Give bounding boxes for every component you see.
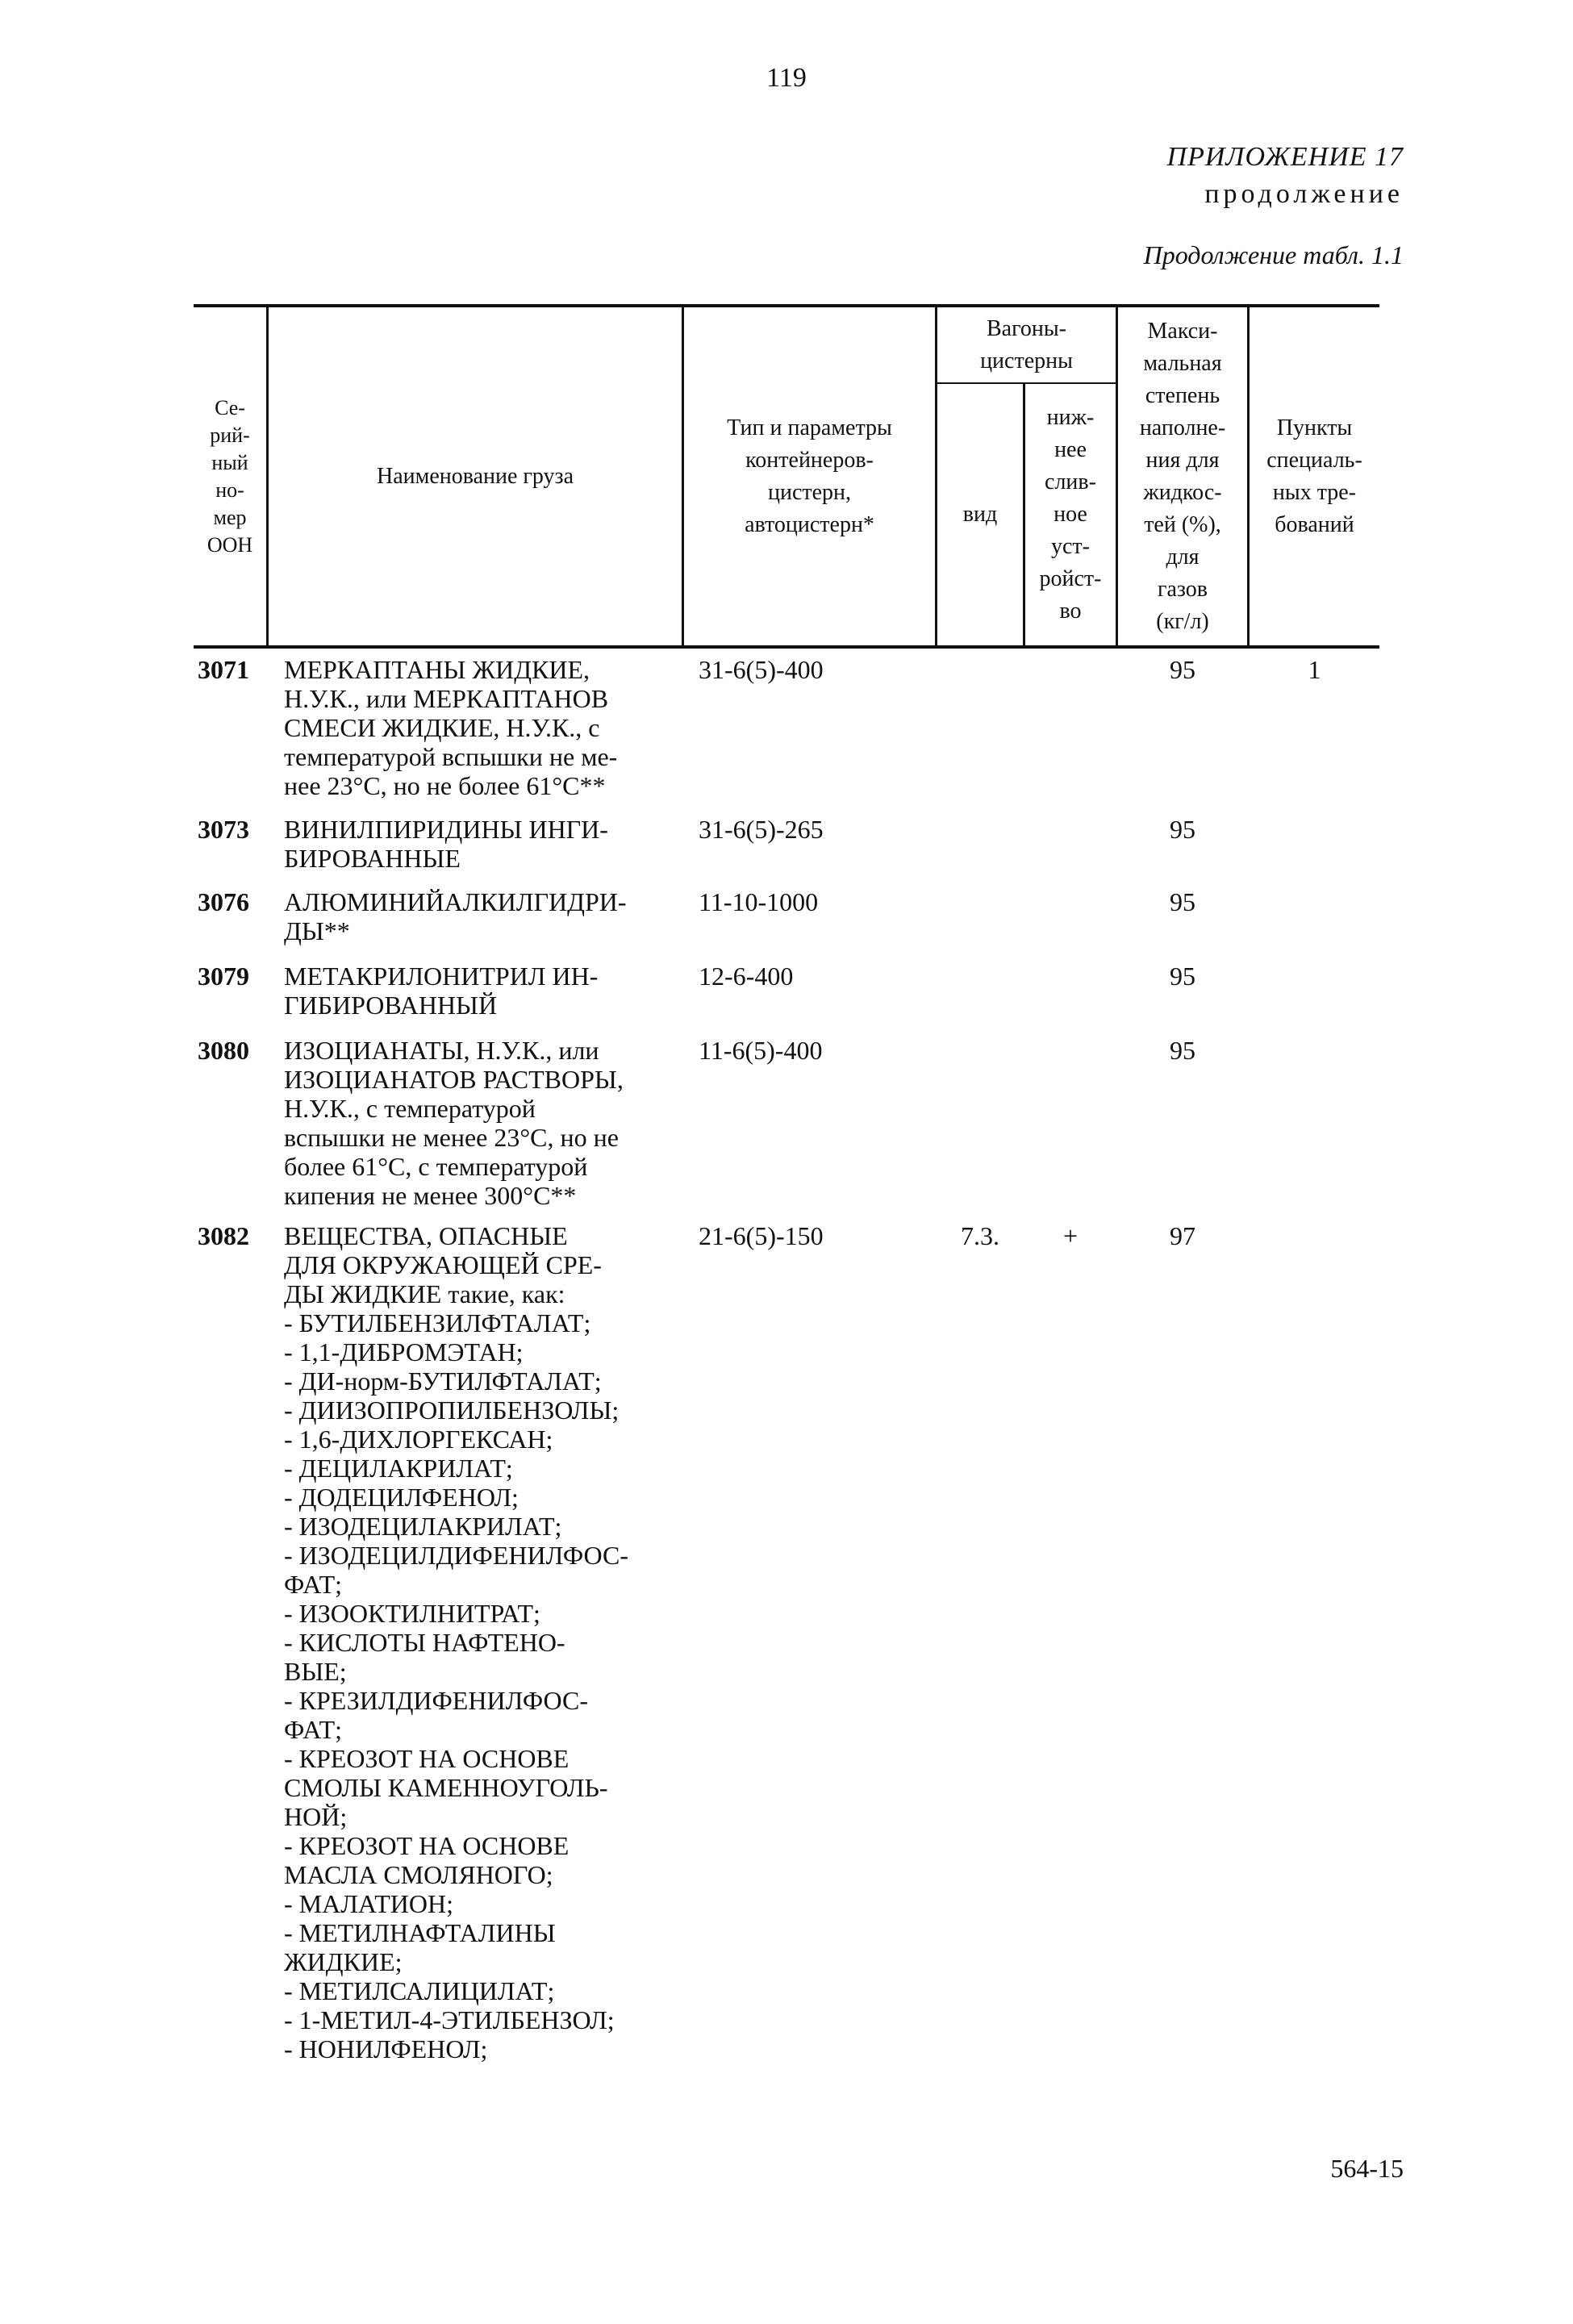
row-max-fill: 97 [1170, 1221, 1195, 1250]
header-serial: Се- рий- ный но- мер ООН [207, 395, 253, 557]
appendix-title: ПРИЛОЖЕНИЕ 17 [1166, 142, 1404, 172]
substance-list-item: - МЕТИЛСАЛИЦИЛАТ; [284, 1976, 555, 2005]
substance-list-item: ФАТ; [284, 1715, 342, 1744]
row-cargo-name: МЕТАКРИЛОНИТРИЛ ИН- ГИБИРОВАННЫЙ [284, 962, 599, 1020]
header-container: Тип и параметры контейнеров- цистерн, автоцистерн* [727, 415, 892, 537]
substance-list-item: - КРЕОЗОТ НА ОСНОВЕ [284, 1744, 570, 1773]
header-special: Пункты специаль- ных тре- бований [1266, 415, 1362, 537]
header-wagons-group: Вагоны- цистерны [980, 315, 1073, 373]
header-name: Наименование груза [376, 463, 574, 489]
table-caption: Продолжение табл. 1.1 [1143, 240, 1404, 269]
substance-list-item: - КРЕЗИЛДИФЕНИЛФОС- [284, 1686, 589, 1715]
row-container-type: 31-6(5)-265 [699, 815, 824, 844]
row-container-type: 31-6(5)-400 [699, 655, 824, 684]
row-cargo-name: ВИНИЛПИРИДИНЫ ИНГИ- БИРОВАННЫЕ [284, 815, 608, 873]
header-max-fill: Макси- мальная степень наполне- ния для жидкос- тей (%), для газов (кг/л) [1139, 318, 1226, 634]
header-wagons-type: вид [962, 502, 998, 527]
substance-list-item: НОЙ; [284, 1802, 348, 1831]
header-wagons-drain: ниж- нее слив- ное уст- ройст- во [1039, 405, 1102, 624]
substance-list-item: - ИЗОДЕЦИЛДИФЕНИЛФОС- [284, 1541, 629, 1570]
substance-list-item: - ДИИЗОПРОПИЛБЕНЗОЛЫ; [284, 1396, 620, 1425]
row-container-type: 11-6(5)-400 [699, 1036, 823, 1065]
appendix-subtitle: продолжение [1204, 179, 1404, 209]
row-cargo-name: ИЗОЦИАНАТЫ, Н.У.К., или ИЗОЦИАНАТОВ РАСТВОРЫ, Н.У.К., с температурой вспышки не менее 23°C, но не более 61°C, с температурой кипения не менее 300°C** [284, 1036, 624, 1210]
substance-list-item: - МЕТИЛНАФТАЛИНЫ [284, 1918, 556, 1947]
substance-list-item: - ИЗОДЕЦИЛАКРИЛАТ; [284, 1512, 562, 1541]
substance-list-item: - МАЛАТИОН; [284, 1889, 453, 1918]
row-serial: 3073 [198, 815, 249, 844]
row-max-fill: 95 [1170, 655, 1195, 684]
substance-list-item: - 1-МЕТИЛ-4-ЭТИЛБЕНЗОЛ; [284, 2005, 615, 2034]
row-container-type: 11-10-1000 [699, 887, 819, 916]
substance-list-item: - НОНИЛФЕНОЛ; [284, 2034, 488, 2063]
row-container-type: 12-6-400 [699, 962, 794, 991]
substance-list-item: - ИЗООКТИЛНИТРАТ; [284, 1599, 540, 1628]
row-max-fill: 95 [1170, 1036, 1195, 1065]
substance-list-item: - 1,1-ДИБРОМЭТАН; [284, 1337, 524, 1366]
substance-list-item: - КИСЛОТЫ НАФТЕНО- [284, 1628, 565, 1657]
substance-list-item: МАСЛА СМОЛЯНОГО; [284, 1860, 553, 1889]
row-drain-device: + [1062, 1221, 1079, 1250]
row-serial: 3080 [198, 1036, 249, 1065]
row-max-fill: 95 [1170, 887, 1195, 916]
row-special-items: 1 [1308, 655, 1321, 684]
substance-list-item: ФАТ; [284, 1570, 342, 1599]
row-serial: 3082 [198, 1221, 249, 1250]
row-serial: 3076 [198, 887, 249, 916]
substance-list-item: СМОЛЫ КАМЕННОУГОЛЬ- [284, 1773, 608, 1802]
row-cargo-name: ВЕЩЕСТВА, ОПАСНЫЕ ДЛЯ ОКРУЖАЮЩЕЙ СРЕ- ДЫ ЖИДКИЕ такие, как: [284, 1221, 602, 1308]
row-serial: 3079 [198, 962, 249, 991]
table-header-bottom-rule [194, 645, 1379, 649]
row-max-fill: 95 [1170, 962, 1195, 991]
substance-list-item: - ДЕЦИЛАКРИЛАТ; [284, 1454, 513, 1483]
substance-list-item: ВЫЕ; [284, 1657, 347, 1686]
substance-list-item: - ДОДЕЦИЛФЕНОЛ; [284, 1483, 519, 1512]
document-code: 564-15 [1330, 2154, 1404, 2183]
row-cargo-name: АЛЮМИНИЙАЛКИЛГИДРИ- ДЫ** [284, 887, 627, 945]
row-cargo-name: МЕРКАПТАНЫ ЖИДКИЕ, Н.У.К., или МЕРКАПТАНОВ СМЕСИ ЖИДКИЕ, Н.У.К., с температурой вспышки не ме- нее 23°C, но не более 61°C** [284, 655, 618, 800]
row-serial: 3071 [198, 655, 249, 684]
substance-list-item: - 1,6-ДИХЛОРГЕКСАН; [284, 1425, 553, 1454]
page-number: 119 [766, 63, 807, 93]
row-max-fill: 95 [1170, 815, 1195, 844]
substance-list-item: - БУТИЛБЕНЗИЛФТАЛАТ; [284, 1308, 591, 1337]
substance-list-item: - КРЕОЗОТ НА ОСНОВЕ [284, 1831, 570, 1860]
row-wagon-type: 7.3. [961, 1221, 999, 1250]
row-container-type: 21-6(5)-150 [699, 1221, 824, 1250]
substance-list [284, 1308, 679, 2063]
substance-list-item: ЖИДКИЕ; [284, 1947, 403, 1976]
substance-list-item: - ДИ-норм-БУТИЛФТАЛАТ; [284, 1366, 602, 1396]
